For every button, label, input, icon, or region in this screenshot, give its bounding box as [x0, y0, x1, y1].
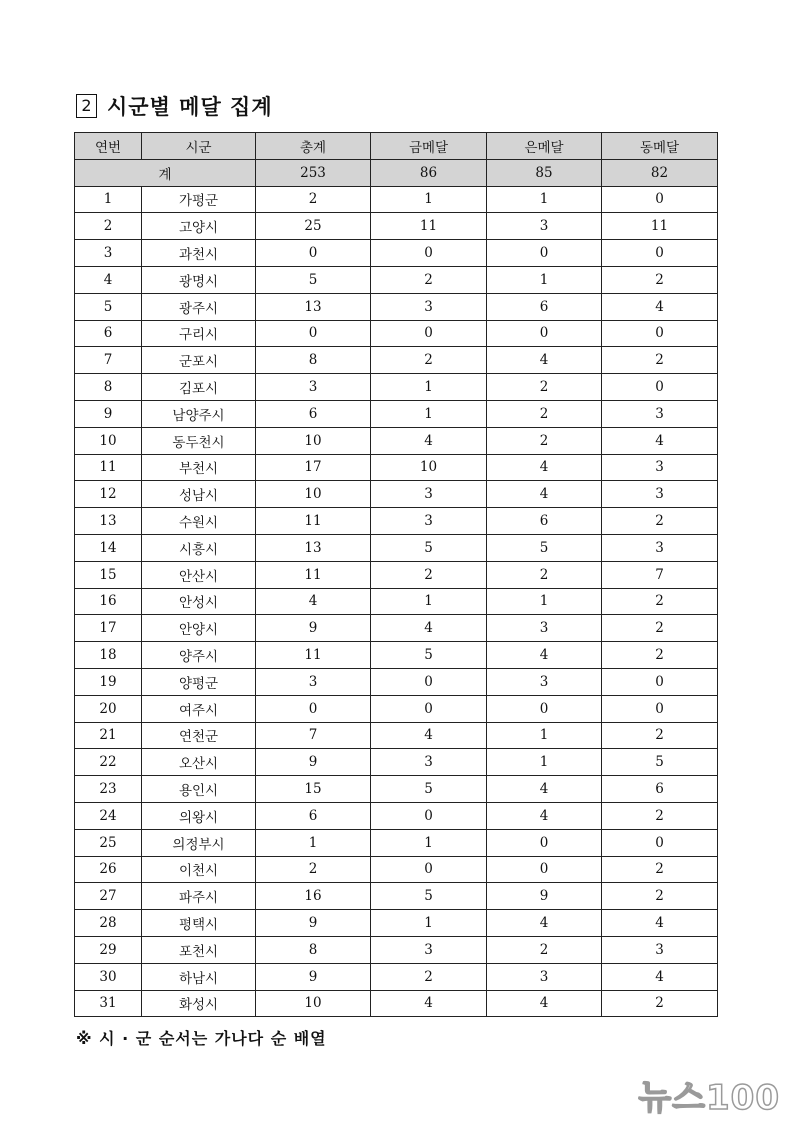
cell-no: 1: [75, 186, 142, 213]
cell-no: 5: [75, 293, 142, 320]
table-row: [75, 695, 718, 722]
cell-gold: 0: [371, 802, 487, 829]
cell-silver: 3: [487, 615, 602, 642]
cell-city: 하남시: [142, 963, 256, 990]
cell-gold: 2: [371, 347, 487, 374]
cell-no: 11: [75, 454, 142, 481]
section-heading: [76, 92, 273, 120]
table-row: [75, 910, 718, 937]
cell-total: 0: [256, 320, 371, 347]
table-row: [75, 749, 718, 776]
cell-total: 10: [256, 481, 371, 508]
table-row: [75, 668, 718, 695]
cell-gold: 5: [371, 883, 487, 910]
cell-total: 16: [256, 883, 371, 910]
cell-total: 7: [256, 722, 371, 749]
cell-bronze: 0: [602, 320, 718, 347]
cell-city: 김포시: [142, 374, 256, 401]
cell-silver: 6: [487, 508, 602, 535]
cell-city: 포천시: [142, 936, 256, 963]
cell-total: 6: [256, 400, 371, 427]
cell-city: 동두천시: [142, 427, 256, 454]
footnote: ※ 시 · 군 순서는 가나다 순 배열: [76, 1029, 327, 1048]
cell-gold: 1: [371, 374, 487, 401]
cell-bronze: 0: [602, 240, 718, 267]
cell-total: 2: [256, 856, 371, 883]
medal-table: [74, 132, 718, 1017]
cell-no: 4: [75, 266, 142, 293]
table-row: [75, 534, 718, 561]
column-header-bronze: 동메달: [602, 133, 718, 160]
cell-silver: 5: [487, 534, 602, 561]
cell-bronze: 7: [602, 561, 718, 588]
total-sum: 253: [256, 159, 371, 186]
cell-bronze: 5: [602, 749, 718, 776]
cell-no: 25: [75, 829, 142, 856]
cell-bronze: 0: [602, 186, 718, 213]
table-row: [75, 508, 718, 535]
cell-total: 6: [256, 802, 371, 829]
table-row: [75, 454, 718, 481]
cell-silver: 1: [487, 266, 602, 293]
cell-total: 11: [256, 561, 371, 588]
cell-city: 수원시: [142, 508, 256, 535]
cell-silver: 0: [487, 240, 602, 267]
cell-total: 10: [256, 427, 371, 454]
cell-silver: 0: [487, 320, 602, 347]
table-row: [75, 347, 718, 374]
table-row: [75, 588, 718, 615]
cell-bronze: 2: [602, 642, 718, 669]
cell-silver: 1: [487, 722, 602, 749]
cell-gold: 4: [371, 722, 487, 749]
cell-city: 양평군: [142, 668, 256, 695]
table-row: [75, 561, 718, 588]
total-row: [75, 159, 718, 186]
cell-total: 25: [256, 213, 371, 240]
cell-gold: 0: [371, 856, 487, 883]
cell-total: 13: [256, 293, 371, 320]
table-row: [75, 615, 718, 642]
header-row: [75, 133, 718, 160]
cell-city: 파주시: [142, 883, 256, 910]
cell-bronze: 3: [602, 936, 718, 963]
cell-city: 구리시: [142, 320, 256, 347]
cell-gold: 11: [371, 213, 487, 240]
cell-silver: 6: [487, 293, 602, 320]
table-row: [75, 883, 718, 910]
cell-no: 23: [75, 776, 142, 803]
cell-gold: 0: [371, 668, 487, 695]
cell-city: 이천시: [142, 856, 256, 883]
cell-silver: 4: [487, 642, 602, 669]
cell-gold: 2: [371, 266, 487, 293]
cell-gold: 5: [371, 534, 487, 561]
cell-city: 여주시: [142, 695, 256, 722]
cell-total: 2: [256, 186, 371, 213]
cell-bronze: 3: [602, 481, 718, 508]
cell-total: 8: [256, 347, 371, 374]
cell-gold: 0: [371, 240, 487, 267]
cell-gold: 4: [371, 427, 487, 454]
cell-bronze: 4: [602, 910, 718, 937]
section-number: 2: [76, 94, 97, 118]
table-row: [75, 481, 718, 508]
cell-bronze: 2: [602, 266, 718, 293]
column-header-silver: 은메달: [487, 133, 602, 160]
cell-silver: 4: [487, 910, 602, 937]
cell-bronze: 2: [602, 722, 718, 749]
cell-silver: 2: [487, 400, 602, 427]
column-header-gold: 금메달: [371, 133, 487, 160]
cell-city: 의정부시: [142, 829, 256, 856]
cell-no: 24: [75, 802, 142, 829]
cell-gold: 1: [371, 400, 487, 427]
cell-gold: 3: [371, 508, 487, 535]
table-row: [75, 990, 718, 1017]
cell-no: 9: [75, 400, 142, 427]
cell-bronze: 0: [602, 668, 718, 695]
cell-total: 3: [256, 668, 371, 695]
cell-no: 8: [75, 374, 142, 401]
table-row: [75, 829, 718, 856]
cell-no: 6: [75, 320, 142, 347]
cell-silver: 1: [487, 186, 602, 213]
cell-gold: 0: [371, 695, 487, 722]
cell-gold: 3: [371, 293, 487, 320]
cell-city: 남양주시: [142, 400, 256, 427]
cell-silver: 2: [487, 427, 602, 454]
cell-city: 화성시: [142, 990, 256, 1017]
table-row: [75, 722, 718, 749]
cell-gold: 5: [371, 642, 487, 669]
table-row: [75, 293, 718, 320]
table-row: [75, 802, 718, 829]
column-header-no: 연번: [75, 133, 142, 160]
cell-total: 0: [256, 695, 371, 722]
cell-city: 의왕시: [142, 802, 256, 829]
cell-gold: 10: [371, 454, 487, 481]
cell-silver: 4: [487, 347, 602, 374]
cell-silver: 2: [487, 936, 602, 963]
cell-city: 가평군: [142, 186, 256, 213]
cell-silver: 3: [487, 213, 602, 240]
table-row: [75, 400, 718, 427]
table-row: [75, 240, 718, 267]
cell-total: 0: [256, 240, 371, 267]
cell-city: 성남시: [142, 481, 256, 508]
cell-no: 12: [75, 481, 142, 508]
cell-no: 19: [75, 668, 142, 695]
cell-bronze: 2: [602, 615, 718, 642]
cell-city: 안성시: [142, 588, 256, 615]
cell-bronze: 4: [602, 293, 718, 320]
cell-bronze: 11: [602, 213, 718, 240]
cell-gold: 3: [371, 481, 487, 508]
cell-silver: 1: [487, 749, 602, 776]
cell-gold: 2: [371, 561, 487, 588]
cell-gold: 1: [371, 910, 487, 937]
cell-silver: 3: [487, 963, 602, 990]
cell-no: 26: [75, 856, 142, 883]
table-row: [75, 642, 718, 669]
cell-no: 20: [75, 695, 142, 722]
cell-city: 연천군: [142, 722, 256, 749]
cell-silver: 3: [487, 668, 602, 695]
cell-city: 시흥시: [142, 534, 256, 561]
cell-city: 광명시: [142, 266, 256, 293]
cell-city: 광주시: [142, 293, 256, 320]
cell-no: 18: [75, 642, 142, 669]
column-header-total: 총계: [256, 133, 371, 160]
table-row: [75, 776, 718, 803]
cell-gold: 3: [371, 749, 487, 776]
table-row: [75, 936, 718, 963]
cell-total: 5: [256, 266, 371, 293]
section-title: 시군별 메달 집계: [107, 95, 273, 119]
cell-total: 9: [256, 910, 371, 937]
news-logo-watermark: 뉴스100: [638, 1078, 780, 1118]
cell-bronze: 4: [602, 427, 718, 454]
cell-city: 용인시: [142, 776, 256, 803]
table-body: [75, 159, 718, 1017]
table-row: [75, 213, 718, 240]
cell-gold: 2: [371, 963, 487, 990]
cell-no: 15: [75, 561, 142, 588]
cell-no: 13: [75, 508, 142, 535]
cell-gold: 3: [371, 936, 487, 963]
cell-silver: 4: [487, 802, 602, 829]
cell-no: 28: [75, 910, 142, 937]
cell-silver: 4: [487, 454, 602, 481]
cell-total: 11: [256, 642, 371, 669]
cell-city: 고양시: [142, 213, 256, 240]
cell-gold: 4: [371, 615, 487, 642]
column-header-city: 시군: [142, 133, 256, 160]
cell-no: 10: [75, 427, 142, 454]
cell-gold: 1: [371, 588, 487, 615]
cell-bronze: 0: [602, 374, 718, 401]
table-row: [75, 856, 718, 883]
cell-city: 오산시: [142, 749, 256, 776]
cell-silver: 2: [487, 374, 602, 401]
cell-silver: 0: [487, 856, 602, 883]
cell-gold: 4: [371, 990, 487, 1017]
cell-silver: 1: [487, 588, 602, 615]
total-bronze: 82: [602, 159, 718, 186]
cell-total: 10: [256, 990, 371, 1017]
cell-gold: 5: [371, 776, 487, 803]
cell-no: 27: [75, 883, 142, 910]
cell-silver: 9: [487, 883, 602, 910]
cell-no: 31: [75, 990, 142, 1017]
cell-total: 9: [256, 963, 371, 990]
cell-gold: 1: [371, 829, 487, 856]
cell-no: 21: [75, 722, 142, 749]
cell-bronze: 2: [602, 588, 718, 615]
cell-bronze: 3: [602, 400, 718, 427]
table-row: [75, 427, 718, 454]
table-row: [75, 266, 718, 293]
cell-city: 평택시: [142, 910, 256, 937]
cell-total: 9: [256, 749, 371, 776]
cell-no: 14: [75, 534, 142, 561]
cell-bronze: 0: [602, 695, 718, 722]
cell-bronze: 3: [602, 534, 718, 561]
cell-city: 안산시: [142, 561, 256, 588]
cell-city: 과천시: [142, 240, 256, 267]
cell-no: 7: [75, 347, 142, 374]
cell-no: 17: [75, 615, 142, 642]
cell-bronze: 2: [602, 990, 718, 1017]
cell-total: 13: [256, 534, 371, 561]
cell-total: 3: [256, 374, 371, 401]
cell-bronze: 3: [602, 454, 718, 481]
cell-bronze: 2: [602, 883, 718, 910]
table-header: [75, 133, 718, 160]
cell-total: 4: [256, 588, 371, 615]
cell-bronze: 2: [602, 347, 718, 374]
cell-total: 8: [256, 936, 371, 963]
cell-total: 11: [256, 508, 371, 535]
cell-bronze: 0: [602, 829, 718, 856]
cell-bronze: 2: [602, 856, 718, 883]
cell-total: 17: [256, 454, 371, 481]
cell-silver: 2: [487, 561, 602, 588]
cell-bronze: 4: [602, 963, 718, 990]
cell-no: 22: [75, 749, 142, 776]
cell-silver: 0: [487, 829, 602, 856]
cell-city: 부천시: [142, 454, 256, 481]
cell-bronze: 2: [602, 802, 718, 829]
cell-total: 9: [256, 615, 371, 642]
cell-bronze: 6: [602, 776, 718, 803]
table-row: [75, 374, 718, 401]
table-row: [75, 320, 718, 347]
table-row: [75, 186, 718, 213]
cell-silver: 4: [487, 776, 602, 803]
cell-bronze: 2: [602, 508, 718, 535]
cell-no: 16: [75, 588, 142, 615]
cell-city: 안양시: [142, 615, 256, 642]
cell-no: 2: [75, 213, 142, 240]
cell-city: 군포시: [142, 347, 256, 374]
cell-silver: 4: [487, 481, 602, 508]
cell-no: 29: [75, 936, 142, 963]
cell-no: 30: [75, 963, 142, 990]
cell-total: 1: [256, 829, 371, 856]
total-label: 계: [75, 159, 256, 186]
cell-silver: 4: [487, 990, 602, 1017]
total-gold: 86: [371, 159, 487, 186]
total-silver: 85: [487, 159, 602, 186]
cell-gold: 0: [371, 320, 487, 347]
cell-total: 15: [256, 776, 371, 803]
cell-silver: 0: [487, 695, 602, 722]
cell-gold: 1: [371, 186, 487, 213]
cell-no: 3: [75, 240, 142, 267]
cell-city: 양주시: [142, 642, 256, 669]
table-row: [75, 963, 718, 990]
